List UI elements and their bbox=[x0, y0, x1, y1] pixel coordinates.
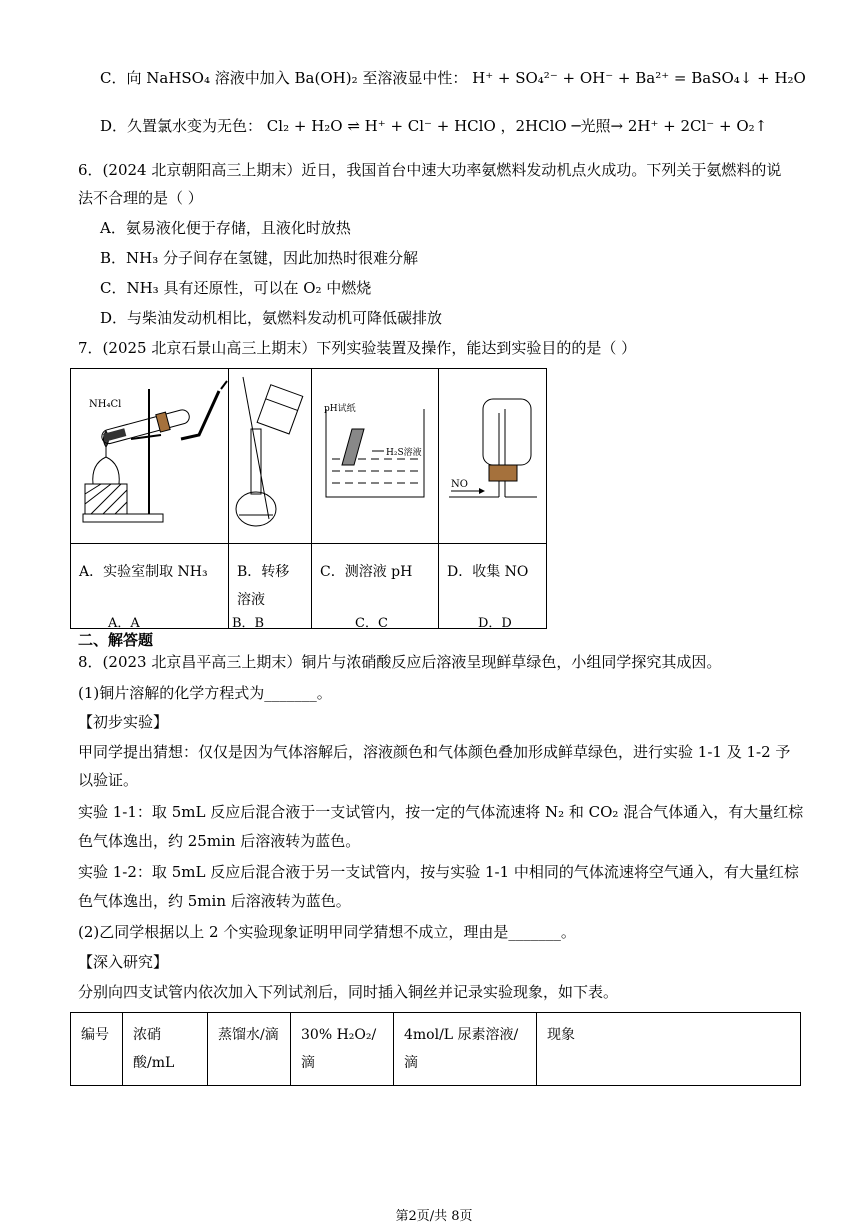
q8-exp12-line2: 色气体逸出，约 5min 后溶液转为蓝色。 bbox=[78, 892, 351, 910]
q6-option-c: C．NH₃ 具有还原性，可以在 O₂ 中燃烧 bbox=[100, 279, 372, 297]
no-label: NO bbox=[451, 479, 468, 490]
q7-stem: 7．(2025 北京石景山高三上期末）下列实验装置及操作，能达到实验目的的是（ ） bbox=[78, 339, 637, 357]
q8-part1: (1)铜片溶解的化学方程式为_______。 bbox=[78, 684, 332, 702]
nh4cl-label: NH₄Cl bbox=[89, 399, 122, 410]
header-id: 编号 bbox=[71, 1013, 123, 1086]
q8-guess-line1: 甲同学提出猜想：仅仅是因为气体溶解后，溶液颜色和气体颜色叠加形成鲜草绿色，进行实验 1-1 及 1-2 予 bbox=[78, 743, 791, 761]
q7-choice-b: B．B bbox=[232, 616, 265, 631]
header-urea: 4mol/L 尿素溶液/滴 bbox=[394, 1013, 537, 1086]
q8-stem: 8．(2023 北京昌平高三上期末）铜片与浓硝酸反应后溶液呈现鲜草绿色，小组同学探究其成因。 bbox=[78, 653, 722, 671]
apparatus-b-caption: B．转移溶液 bbox=[237, 564, 290, 608]
q8-exp11-line1: 实验 1-1：取 5mL 反应后混合液于一支试管内，按一定的气体流速将 N₂ 和 CO₂ 混合气体通入，有大量红棕 bbox=[78, 803, 804, 821]
apparatus-b-figure bbox=[229, 369, 312, 544]
apparatus-d-figure bbox=[439, 369, 547, 544]
q6-stem-line1: 6．(2024 北京朝阳高三上期末）近日，我国首台中速大功率氨燃料发动机点火成功。下列关于氨燃料的说 bbox=[78, 161, 782, 179]
q6-option-b: B．NH₃ 分子间存在氢键，因此加热时很难分解 bbox=[100, 249, 419, 267]
h2s-label: H₂S溶液 bbox=[386, 448, 422, 458]
header-phenomenon: 现象 bbox=[537, 1013, 801, 1086]
q7-choice-c: C．C bbox=[355, 616, 388, 631]
ph-paper-label: pH试纸 bbox=[324, 404, 356, 414]
q5-option-c: C．向 NaHSO₄ 溶液中加入 Ba(OH)₂ 至溶液显中性： H⁺ + SO₄²⁻ + OH⁻ + Ba²⁺ = BaSO₄↓ + H₂O bbox=[100, 69, 806, 87]
apparatus-c-figure bbox=[312, 369, 439, 544]
transfer-solution-diagram bbox=[229, 369, 311, 539]
header-h2o2: 30% H₂O₂/滴 bbox=[291, 1013, 394, 1086]
apparatus-d-caption: D．收集 NO bbox=[447, 564, 529, 580]
ammonia-setup-diagram bbox=[71, 369, 228, 539]
header-water: 蒸馏水/滴 bbox=[208, 1013, 291, 1086]
q6-stem-line2: 法不合理的是（ ） bbox=[78, 189, 203, 207]
apparatus-a-caption: A．实验室制取 NH₃ bbox=[79, 564, 208, 580]
q8-exp11-line2: 色气体逸出，约 25min 后溶液转为蓝色。 bbox=[78, 832, 361, 850]
q7-apparatus-table bbox=[70, 368, 547, 629]
q8-part2: (2)乙同学根据以上 2 个实验现象证明甲同学猜想不成立，理由是_______。 bbox=[78, 923, 576, 941]
ph-measure-diagram bbox=[312, 369, 438, 539]
q8-exp12-line1: 实验 1-2：取 5mL 反应后混合液于另一支试管内，按与实验 1-1 中相同的气体流速将空气通入，有大量红棕 bbox=[78, 863, 799, 881]
page-footer: 第2页/共 8页 bbox=[395, 1209, 473, 1224]
q8-reagent-table bbox=[70, 1012, 801, 1086]
q8-guess-line2: 以验证。 bbox=[78, 771, 139, 789]
section-heading: 二、解答题 bbox=[78, 631, 154, 649]
q8-table-intro: 分别向四支试管内依次加入下列试剂后，同时插入铜丝并记录实验现象，如下表。 bbox=[78, 983, 619, 1001]
q5-option-d: D．久置氯水变为无色： Cl₂ + H₂O ⇌ H⁺ + Cl⁻ + HClO ，2HClO ─光照→ 2H⁺ + 2Cl⁻ + O₂↑ bbox=[100, 117, 768, 135]
header-nitric-acid: 浓硝酸/mL bbox=[123, 1013, 208, 1086]
q6-option-a: A．氨易液化便于存储，且液化时放热 bbox=[100, 219, 351, 237]
q8-heading-initial: 【初步实验】 bbox=[78, 713, 169, 731]
apparatus-c-caption: C．测溶液 pH bbox=[320, 564, 413, 580]
apparatus-a-figure bbox=[71, 369, 229, 544]
collect-no-diagram bbox=[439, 369, 546, 539]
q8-heading-deep: 【深入研究】 bbox=[78, 953, 169, 971]
q7-choice-a: A．A bbox=[108, 616, 140, 631]
q6-option-d: D．与柴油发动机相比，氨燃料发动机可降低碳排放 bbox=[100, 309, 443, 327]
q7-choice-d: D．D bbox=[478, 616, 512, 631]
